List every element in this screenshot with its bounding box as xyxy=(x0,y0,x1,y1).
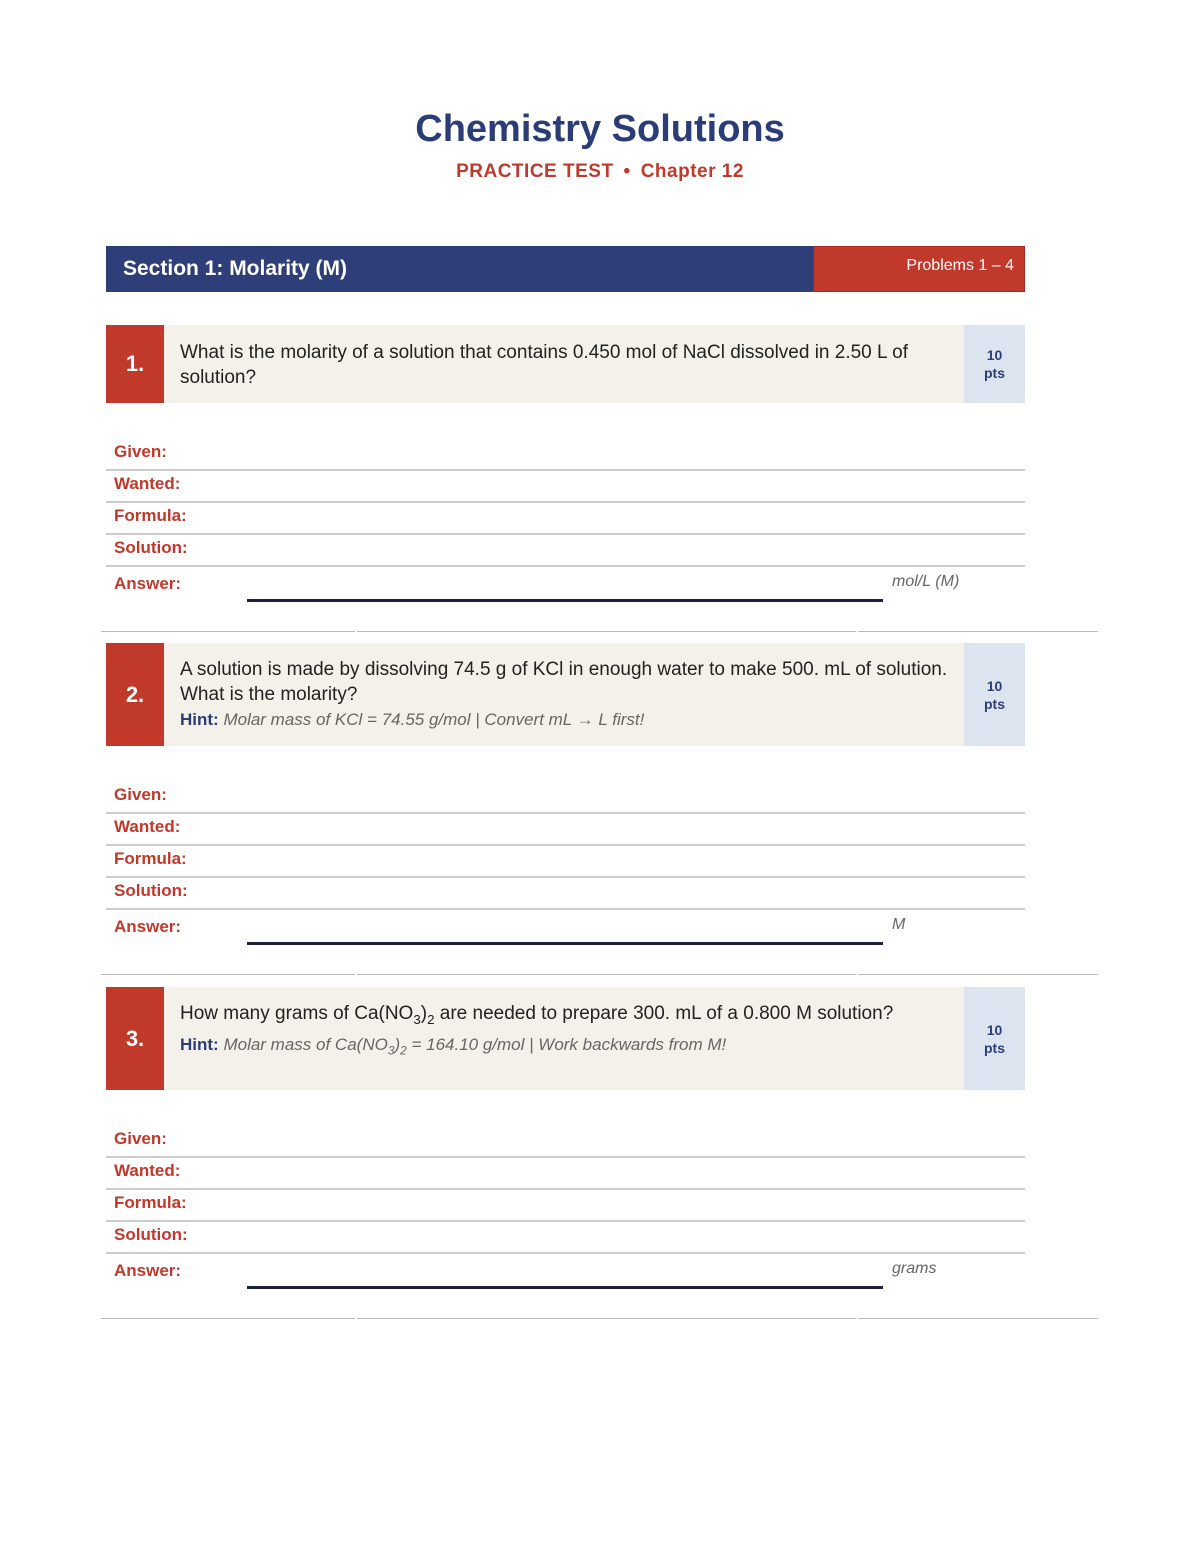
solution-row[interactable] xyxy=(106,1222,1025,1254)
wanted-row[interactable] xyxy=(106,1158,1025,1190)
question-body: How many grams of $Ca(NO_3)_2$ are needed to prepare 300. mL of a 0.800 M solution? xyxy=(180,1003,894,1027)
solution-label: Solution: xyxy=(114,1225,188,1244)
question-box xyxy=(106,325,1025,403)
page-subtitle xyxy=(0,161,1200,183)
formula-label: Formula: xyxy=(114,1193,187,1212)
problem-divider xyxy=(101,1318,1098,1319)
given-row[interactable] xyxy=(106,782,1025,814)
section-header xyxy=(106,246,1025,292)
points-badge xyxy=(964,987,1025,1090)
problem-number: 2. xyxy=(106,643,164,746)
points-badge xyxy=(964,325,1025,403)
answer-label: Answer: xyxy=(114,574,182,593)
formula-row[interactable] xyxy=(106,1190,1025,1222)
solution-label: Solution: xyxy=(114,538,188,557)
problem-1 xyxy=(106,325,1025,605)
question-box xyxy=(106,987,1025,1090)
answer-row xyxy=(106,910,1025,948)
subtitle-test-label: PRACTICE TEST xyxy=(456,161,614,182)
points-value: 10 xyxy=(986,677,1003,694)
question-text xyxy=(180,987,955,1077)
work-area xyxy=(106,1126,1025,1292)
problem-divider xyxy=(101,974,1098,975)
answer-unit: M xyxy=(892,916,906,933)
hint-label: Hint: xyxy=(180,1034,219,1054)
hint-text: Molar mass of KCl = 74.55 g/mol | Convert mL → L first! xyxy=(223,710,645,729)
problem-number: 3. xyxy=(106,987,164,1090)
hint xyxy=(180,707,955,733)
given-label: Given: xyxy=(114,1129,167,1148)
points-badge xyxy=(964,643,1025,746)
points-value: 10 xyxy=(986,347,1003,363)
points-value: 10 xyxy=(986,1021,1003,1038)
formula-label: Formula: xyxy=(114,506,187,525)
subtitle-separator: • xyxy=(623,161,631,182)
hint-label: Hint: xyxy=(180,710,219,729)
page-title: Chemistry Solutions xyxy=(415,108,785,150)
problem-number: 1. xyxy=(106,325,164,403)
points-unit: pts xyxy=(984,1039,1005,1056)
subtitle-chapter: Chapter 12 xyxy=(640,161,744,182)
wanted-row[interactable] xyxy=(106,471,1025,503)
solution-row[interactable] xyxy=(106,878,1025,910)
question-text: What is the molarity of a solution that contains 0.450 mol of NaCl dissolved in 2.50 L of solution? xyxy=(180,342,909,388)
problem-3 xyxy=(106,987,1025,1292)
points-unit: pts xyxy=(984,695,1005,712)
answer-line[interactable] xyxy=(247,942,883,945)
solution-row[interactable] xyxy=(106,535,1025,567)
answer-label: Answer: xyxy=(114,917,182,936)
formula-label: Formula: xyxy=(114,849,187,868)
question-text xyxy=(180,643,955,747)
given-label: Given: xyxy=(114,442,167,461)
hint-text: Molar mass of $Ca(NO_3)_2 = 164.10$ g/mol | Work backwards from M! xyxy=(223,1034,727,1058)
work-area xyxy=(106,439,1025,605)
work-area xyxy=(106,782,1025,948)
problem-2 xyxy=(106,643,1025,948)
formula-row[interactable] xyxy=(106,846,1025,878)
wanted-label: Wanted: xyxy=(114,1161,181,1180)
wanted-label: Wanted: xyxy=(114,817,181,836)
wanted-label: Wanted: xyxy=(114,474,181,493)
hint xyxy=(180,1032,955,1063)
problem-divider xyxy=(101,631,1098,632)
formula-row[interactable] xyxy=(106,503,1025,535)
section-problem-range: Problems 1 – 4 xyxy=(813,246,1025,292)
given-row[interactable] xyxy=(106,439,1025,471)
points-unit: pts xyxy=(984,365,1005,381)
answer-row xyxy=(106,567,1025,605)
answer-line[interactable] xyxy=(247,1286,883,1289)
given-label: Given: xyxy=(114,785,167,804)
question-body: A solution is made by dissolving 74.5 g of KCl in enough water to make 500. mL of solution. What is the molarity? xyxy=(180,659,948,705)
question-box xyxy=(106,643,1025,746)
answer-row xyxy=(106,1254,1025,1292)
answer-unit: mol/L (M) xyxy=(892,573,960,590)
section-title: Section 1: Molarity (M) xyxy=(123,257,348,280)
answer-line[interactable] xyxy=(247,599,883,602)
answer-unit: grams xyxy=(892,1260,937,1277)
given-row[interactable] xyxy=(106,1126,1025,1158)
answer-label: Answer: xyxy=(114,1261,182,1280)
page-header xyxy=(0,105,1200,183)
wanted-row[interactable] xyxy=(106,814,1025,846)
solution-label: Solution: xyxy=(114,881,188,900)
